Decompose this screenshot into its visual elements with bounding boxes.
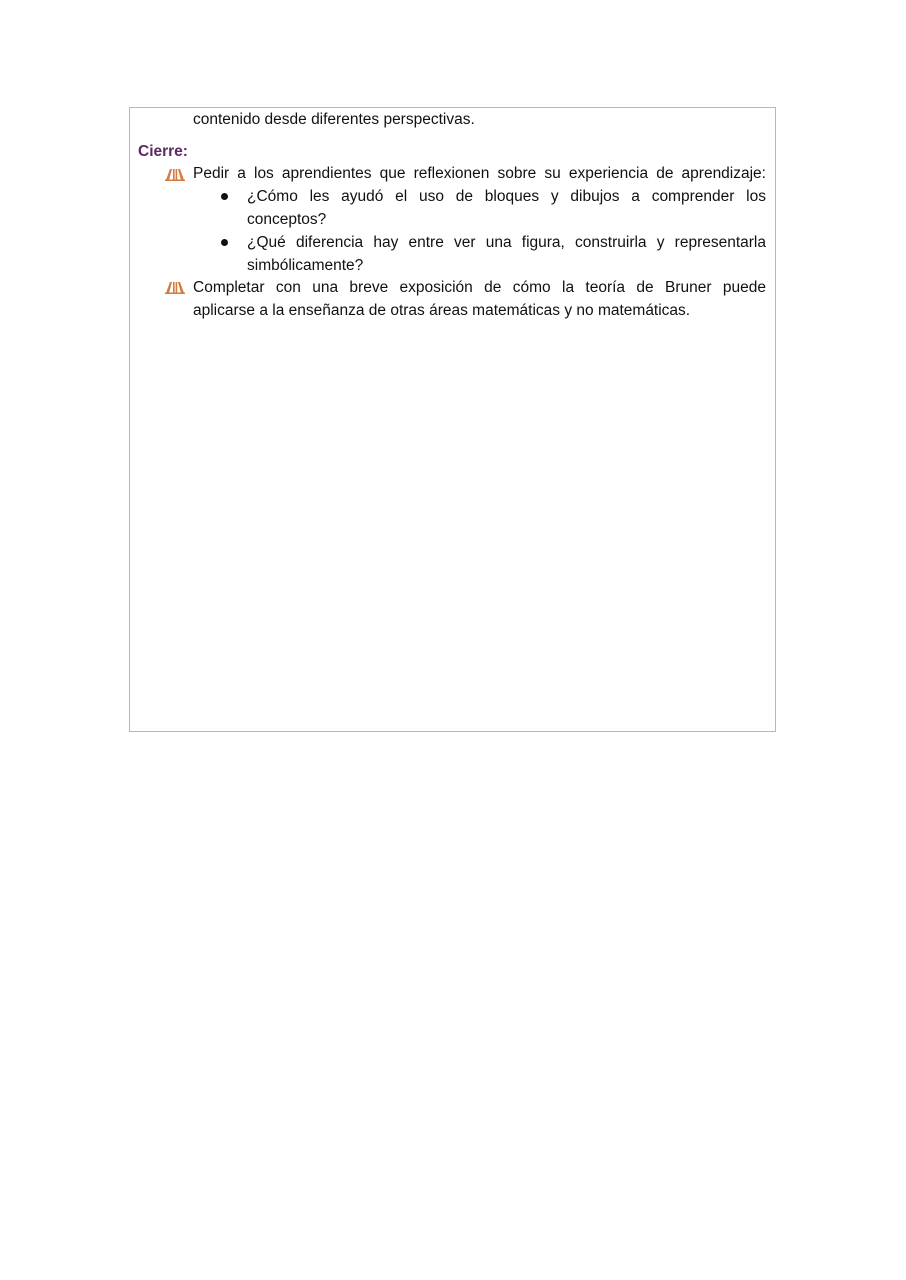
sub-list-item: ¿Qué diferencia hay entre ver una figura, construirla y representarla simbólicamente?: [247, 234, 766, 274]
list-item-reflexion: Pedir a los aprendientes que reflexionen sobre su experiencia de aprendizaje:: [193, 165, 766, 182]
content-frame: [129, 107, 776, 732]
sub-list-item: ¿Cómo les ayudó el uso de bloques y dibujos a comprender los conceptos?: [247, 188, 766, 228]
bullet-dot-icon: [221, 239, 228, 246]
book-bullet-icon: [165, 280, 185, 294]
book-bullet-icon: [165, 167, 185, 181]
bullet-dot-icon: [221, 193, 228, 200]
list-item-bruner: Completar con una breve exposición de cómo la teoría de Bruner puede aplicarse a la enseñanza de otras áreas matemáticas y no matemáticas.: [193, 279, 766, 319]
section-heading-cierre: Cierre:: [138, 143, 188, 160]
carry-over-line: contenido desde diferentes perspectivas.: [193, 111, 475, 128]
